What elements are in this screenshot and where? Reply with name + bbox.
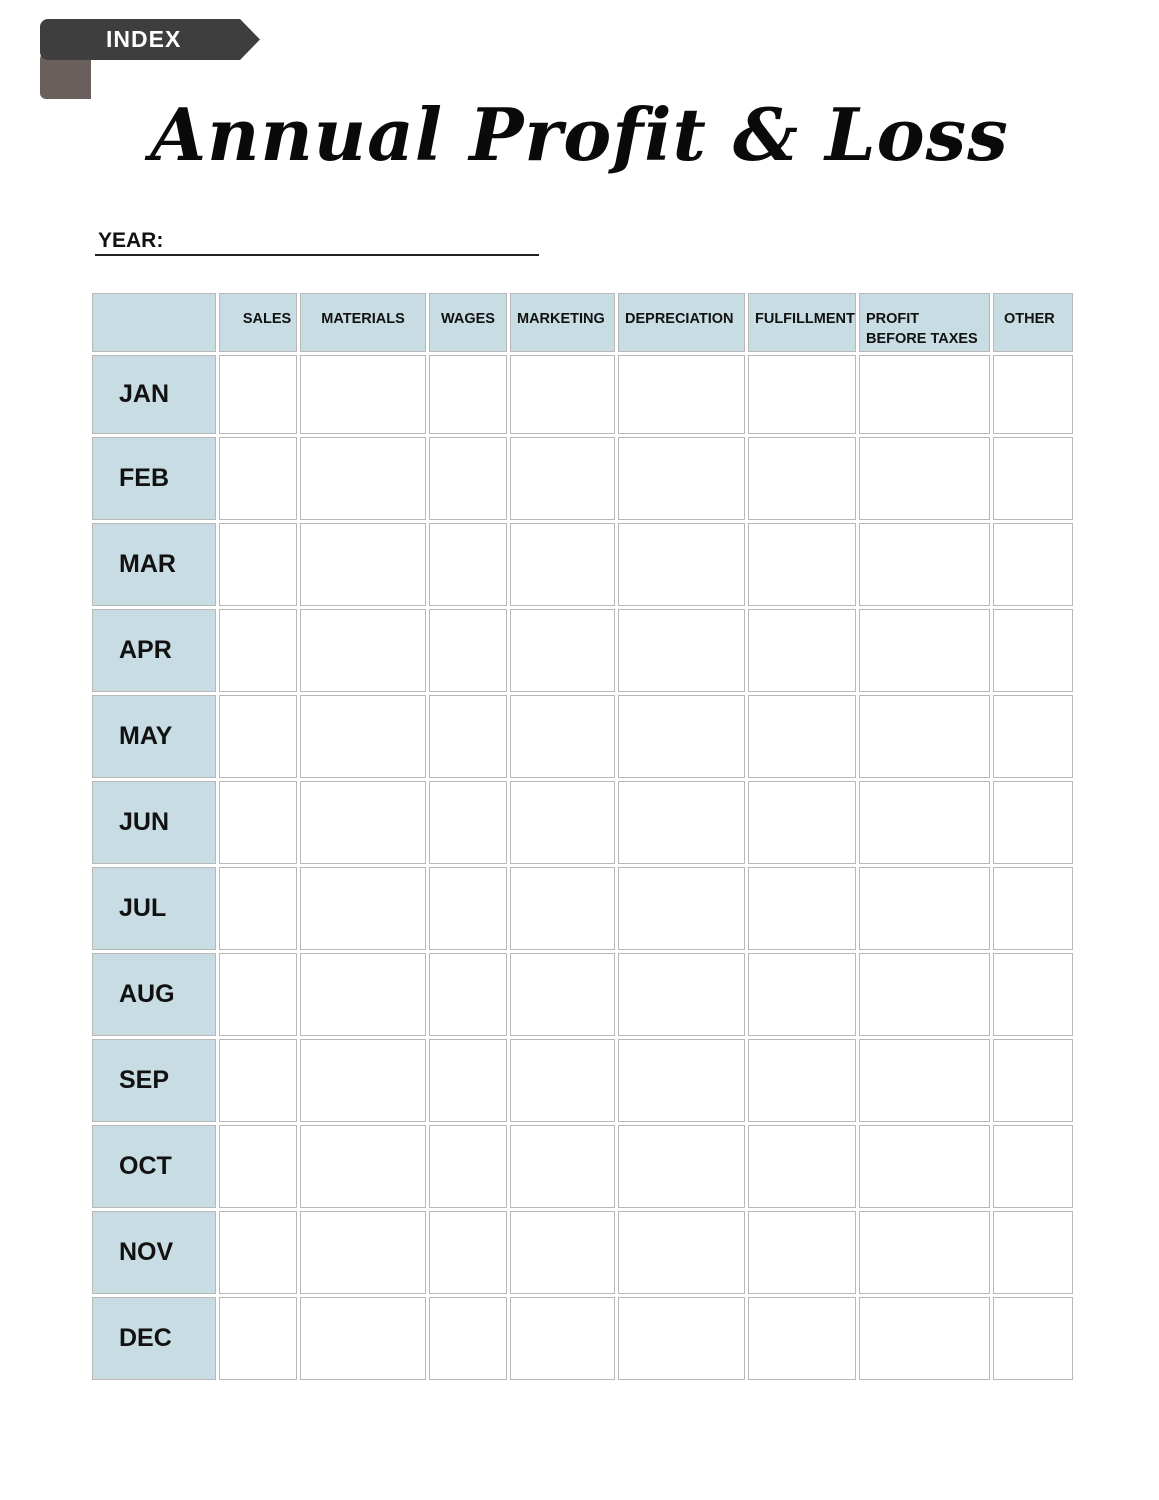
entry-cell[interactable] xyxy=(618,1039,745,1122)
profit-loss-table xyxy=(89,290,1076,1383)
entry-cell[interactable] xyxy=(859,609,990,692)
entry-cell[interactable] xyxy=(993,1211,1073,1294)
entry-cell[interactable] xyxy=(510,355,615,434)
entry-cell[interactable] xyxy=(748,1297,856,1380)
index-tab-button[interactable] xyxy=(40,19,260,60)
entry-cell[interactable] xyxy=(618,695,745,778)
entry-cell[interactable] xyxy=(300,781,426,864)
table-row xyxy=(92,1297,1073,1380)
entry-cell[interactable] xyxy=(219,355,297,434)
entry-cell[interactable] xyxy=(429,953,507,1036)
column-header-materials: MATERIALS xyxy=(300,293,426,352)
entry-cell[interactable] xyxy=(300,523,426,606)
entry-cell[interactable] xyxy=(510,1211,615,1294)
entry-cell[interactable] xyxy=(510,781,615,864)
entry-cell[interactable] xyxy=(618,437,745,520)
entry-cell[interactable] xyxy=(510,523,615,606)
column-header-depreciation: DEPRECIATION xyxy=(618,293,745,352)
table-row xyxy=(92,953,1073,1036)
table-row xyxy=(92,867,1073,950)
entry-cell[interactable] xyxy=(219,1039,297,1122)
entry-cell[interactable] xyxy=(618,867,745,950)
month-label: OCT xyxy=(92,1125,216,1208)
entry-cell[interactable] xyxy=(748,953,856,1036)
entry-cell[interactable] xyxy=(859,695,990,778)
month-label: NOV xyxy=(92,1211,216,1294)
entry-cell[interactable] xyxy=(859,953,990,1036)
entry-cell[interactable] xyxy=(429,781,507,864)
entry-cell[interactable] xyxy=(859,437,990,520)
entry-cell[interactable] xyxy=(219,953,297,1036)
entry-cell[interactable] xyxy=(510,953,615,1036)
entry-cell[interactable] xyxy=(429,355,507,434)
entry-cell[interactable] xyxy=(300,437,426,520)
entry-cell[interactable] xyxy=(510,609,615,692)
entry-cell[interactable] xyxy=(510,695,615,778)
entry-cell[interactable] xyxy=(429,867,507,950)
entry-cell[interactable] xyxy=(993,867,1073,950)
month-label: SEP xyxy=(92,1039,216,1122)
entry-cell[interactable] xyxy=(993,781,1073,864)
entry-cell[interactable] xyxy=(429,1039,507,1122)
entry-cell[interactable] xyxy=(618,609,745,692)
entry-cell[interactable] xyxy=(300,953,426,1036)
entry-cell[interactable] xyxy=(859,781,990,864)
entry-cell[interactable] xyxy=(510,1125,615,1208)
entry-cell[interactable] xyxy=(859,1297,990,1380)
table-row xyxy=(92,1039,1073,1122)
entry-cell[interactable] xyxy=(219,523,297,606)
table-row xyxy=(92,609,1073,692)
entry-cell[interactable] xyxy=(429,1211,507,1294)
month-label: MAR xyxy=(92,523,216,606)
entry-cell[interactable] xyxy=(618,953,745,1036)
entry-cell[interactable] xyxy=(300,355,426,434)
month-rows xyxy=(92,355,1073,1380)
column-header-wages: WAGES xyxy=(429,293,507,352)
table-row xyxy=(92,1125,1073,1208)
month-label: APR xyxy=(92,609,216,692)
entry-cell[interactable] xyxy=(429,695,507,778)
entry-cell[interactable] xyxy=(510,1039,615,1122)
entry-cell[interactable] xyxy=(748,437,856,520)
entry-cell[interactable] xyxy=(748,355,856,434)
entry-cell[interactable] xyxy=(859,867,990,950)
entry-cell[interactable] xyxy=(993,437,1073,520)
entry-cell[interactable] xyxy=(300,1125,426,1208)
month-label: AUG xyxy=(92,953,216,1036)
entry-cell[interactable] xyxy=(219,867,297,950)
entry-cell[interactable] xyxy=(429,523,507,606)
entry-cell[interactable] xyxy=(510,867,615,950)
entry-cell[interactable] xyxy=(429,1125,507,1208)
entry-cell[interactable] xyxy=(219,1125,297,1208)
page-title: Annual Profit & Loss xyxy=(150,92,1009,177)
entry-cell[interactable] xyxy=(300,1297,426,1380)
entry-cell[interactable] xyxy=(993,355,1073,434)
index-tab-label: INDEX xyxy=(106,26,182,52)
month-label: MAY xyxy=(92,695,216,778)
entry-cell[interactable] xyxy=(859,523,990,606)
entry-cell[interactable] xyxy=(859,1039,990,1122)
entry-cell[interactable] xyxy=(219,1211,297,1294)
entry-cell[interactable] xyxy=(300,695,426,778)
column-header-other: OTHER xyxy=(993,293,1073,352)
entry-cell[interactable] xyxy=(618,355,745,434)
entry-cell[interactable] xyxy=(300,1039,426,1122)
entry-cell[interactable] xyxy=(219,695,297,778)
table-row xyxy=(92,355,1073,434)
table-row xyxy=(92,523,1073,606)
entry-cell[interactable] xyxy=(993,953,1073,1036)
entry-cell[interactable] xyxy=(993,1297,1073,1380)
entry-cell[interactable] xyxy=(219,781,297,864)
entry-cell[interactable] xyxy=(993,1039,1073,1122)
month-label: FEB xyxy=(92,437,216,520)
table-header-row xyxy=(92,293,1073,352)
column-header-sales: SALES xyxy=(219,293,297,352)
entry-cell[interactable] xyxy=(300,609,426,692)
entry-cell[interactable] xyxy=(859,355,990,434)
entry-cell[interactable] xyxy=(748,523,856,606)
month-label: JUN xyxy=(92,781,216,864)
entry-cell[interactable] xyxy=(300,867,426,950)
month-label: DEC xyxy=(92,1297,216,1380)
month-label: JUL xyxy=(92,867,216,950)
entry-cell[interactable] xyxy=(748,695,856,778)
month-label: JAN xyxy=(92,355,216,434)
year-label: YEAR: xyxy=(98,229,164,252)
entry-cell[interactable] xyxy=(748,1211,856,1294)
entry-cell[interactable] xyxy=(429,437,507,520)
table-row xyxy=(92,695,1073,778)
entry-cell[interactable] xyxy=(993,1125,1073,1208)
entry-cell[interactable] xyxy=(859,1211,990,1294)
entry-cell[interactable] xyxy=(748,1125,856,1208)
entry-cell[interactable] xyxy=(429,1297,507,1380)
entry-cell[interactable] xyxy=(993,609,1073,692)
entry-cell[interactable] xyxy=(510,437,615,520)
entry-cell[interactable] xyxy=(748,1039,856,1122)
entry-cell[interactable] xyxy=(219,609,297,692)
entry-cell[interactable] xyxy=(618,1297,745,1380)
entry-cell[interactable] xyxy=(429,609,507,692)
entry-cell[interactable] xyxy=(618,523,745,606)
entry-cell[interactable] xyxy=(219,437,297,520)
year-input-line[interactable] xyxy=(95,254,539,256)
entry-cell[interactable] xyxy=(993,523,1073,606)
table-row xyxy=(92,437,1073,520)
entry-cell[interactable] xyxy=(859,1125,990,1208)
column-header-fulfillment: FULFILLMENT xyxy=(748,293,856,352)
table-row xyxy=(92,1211,1073,1294)
entry-cell[interactable] xyxy=(510,1297,615,1380)
table-row xyxy=(92,781,1073,864)
entry-cell[interactable] xyxy=(219,1297,297,1380)
entry-cell[interactable] xyxy=(618,781,745,864)
header-corner-cell xyxy=(92,293,216,352)
column-header-marketing: MARKETING xyxy=(510,293,615,352)
entry-cell[interactable] xyxy=(618,1125,745,1208)
column-header-profit-before-taxes: PROFIT BEFORE TAXES xyxy=(859,293,990,352)
entry-cell[interactable] xyxy=(748,781,856,864)
entry-cell[interactable] xyxy=(993,695,1073,778)
entry-cell[interactable] xyxy=(300,1211,426,1294)
entry-cell[interactable] xyxy=(748,867,856,950)
entry-cell[interactable] xyxy=(748,609,856,692)
entry-cell[interactable] xyxy=(618,1211,745,1294)
